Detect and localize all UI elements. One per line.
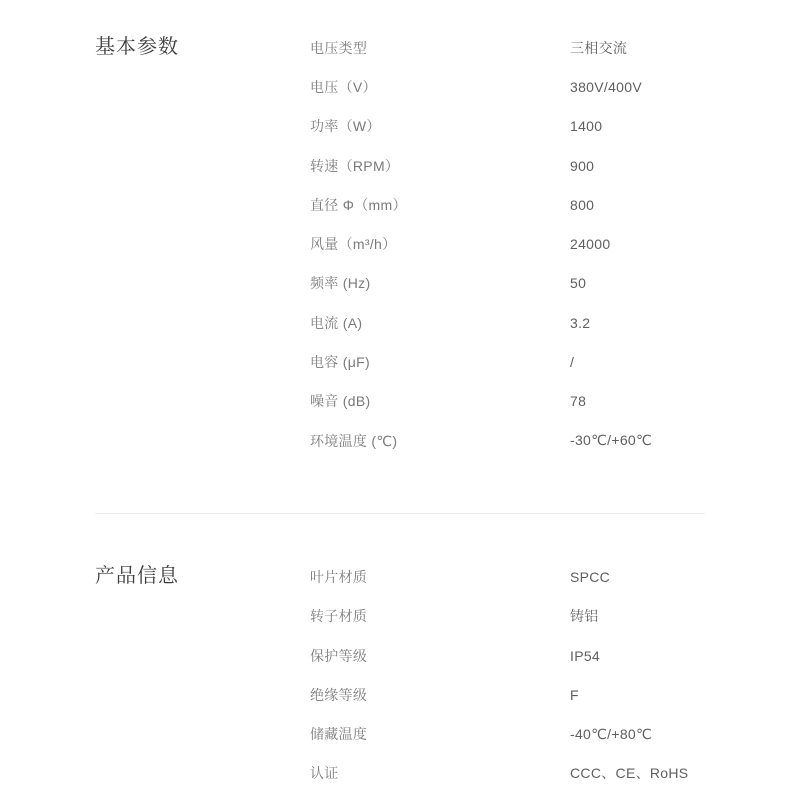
spec-row-blade-material [310, 557, 705, 596]
spec-value: F [570, 686, 579, 703]
spec-value: 3.2 [570, 314, 591, 331]
spec-row-frequency [310, 264, 705, 303]
spec-label: 保护等级 [310, 647, 368, 664]
section-title-product-info: 产品信息 [95, 565, 179, 588]
spec-rows-product [310, 557, 705, 793]
spec-value: 24000 [570, 236, 611, 253]
spec-row-voltage [310, 67, 705, 106]
spec-label: 储藏温度 [310, 726, 368, 743]
spec-row-rotor-material [310, 597, 705, 636]
spec-row-capacitance [310, 342, 705, 381]
spec-rows-basic [310, 28, 705, 460]
spec-value: 50 [570, 275, 587, 292]
spec-label: 转子材质 [310, 608, 368, 625]
spec-label: 环境温度 (℃) [310, 432, 398, 449]
spec-row-certification [310, 754, 705, 793]
spec-label: 认证 [310, 765, 339, 782]
spec-value: 铸铝 [570, 608, 599, 625]
spec-label: 功率（W） [310, 118, 381, 135]
section-basic-parameters [95, 28, 705, 460]
spec-value: 380V/400V [570, 78, 642, 95]
spec-value: / [570, 354, 575, 371]
spec-label: 电流 (A) [310, 314, 363, 331]
spec-value: 三相交流 [570, 39, 628, 56]
spec-value: SPCC [570, 568, 611, 585]
spec-row-speed [310, 146, 705, 185]
spec-value: CCC、CE、RoHS [570, 765, 689, 782]
spec-row-power [310, 107, 705, 146]
spec-label: 转速（RPM） [310, 157, 400, 174]
spec-label: 直径 Φ（mm） [310, 196, 407, 213]
spec-row-protection-rating [310, 636, 705, 675]
spec-label: 频率 (Hz) [310, 275, 371, 292]
spec-value: IP54 [570, 647, 600, 664]
spec-label: 噪音 (dB) [310, 393, 371, 410]
section-product-info [95, 557, 705, 793]
spec-content [95, 0, 705, 793]
spec-label: 绝缘等级 [310, 686, 368, 703]
spec-row-voltage-type [310, 28, 705, 67]
spec-value: 800 [570, 196, 595, 213]
spec-label: 风量（m³/h） [310, 236, 397, 253]
spec-value: 1400 [570, 118, 603, 135]
spec-row-insulation-class [310, 675, 705, 714]
spec-row-airflow [310, 224, 705, 263]
spec-value: 900 [570, 157, 595, 174]
spec-label: 叶片材质 [310, 568, 368, 585]
section-title-basic-parameters: 基本参数 [95, 36, 179, 58]
spec-value: 78 [570, 393, 587, 410]
spec-label: 电容 (μF) [310, 354, 370, 371]
spec-label: 电压（V） [310, 78, 377, 95]
spec-label: 电压类型 [310, 39, 368, 56]
spec-value: -40℃/+80℃ [570, 725, 653, 742]
section-divider [95, 513, 705, 514]
spec-row-current [310, 303, 705, 342]
spec-value: -30℃/+60℃ [570, 432, 653, 449]
spec-row-ambient-temperature [310, 421, 705, 460]
spec-row-diameter [310, 185, 705, 224]
spec-row-storage-temperature [310, 714, 705, 753]
spec-row-noise [310, 382, 705, 421]
